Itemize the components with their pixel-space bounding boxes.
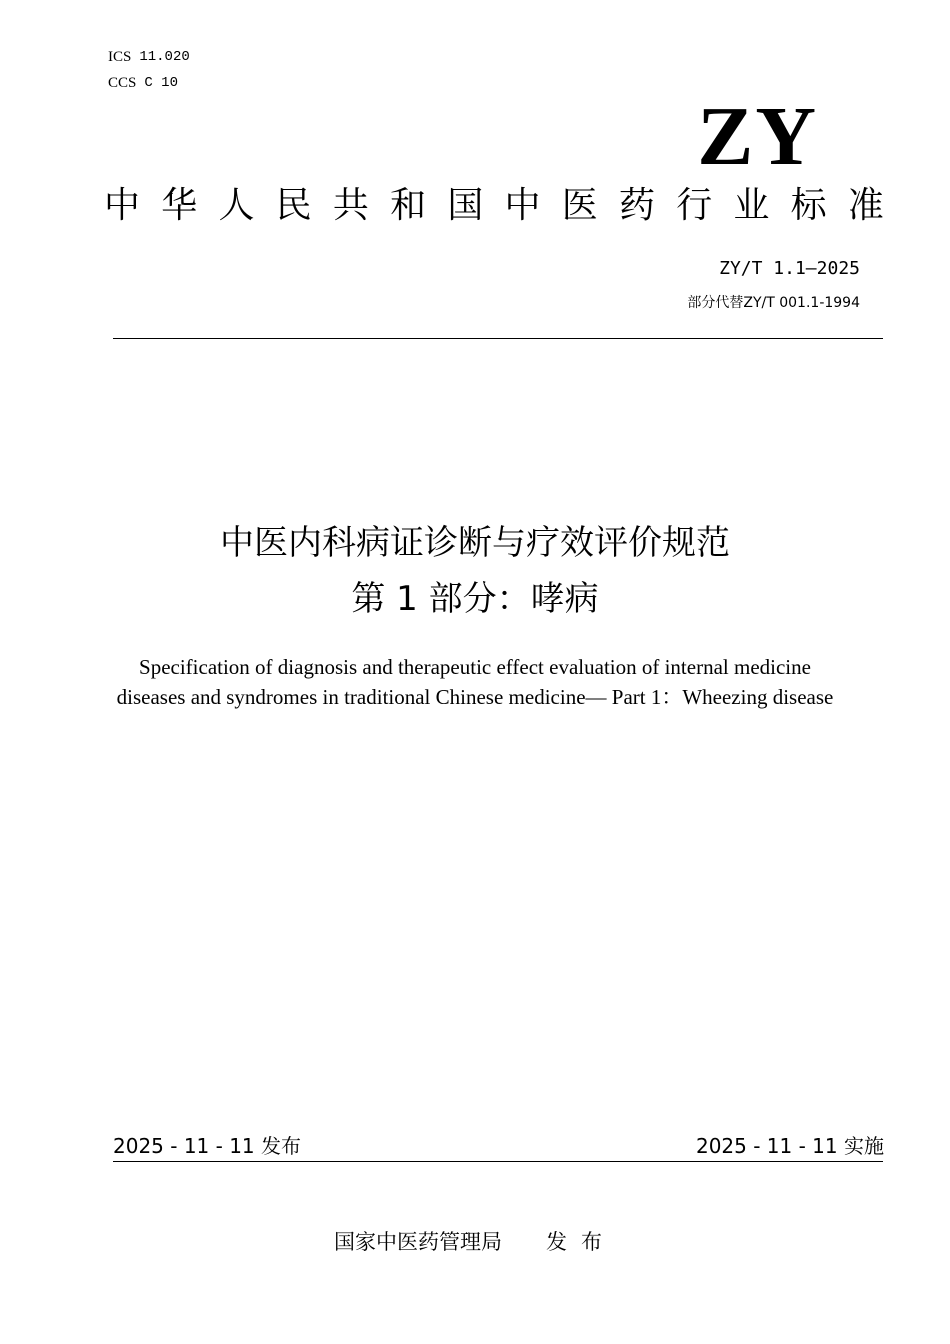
standard-category-char: 国 [447, 185, 484, 226]
ccs-label: CCS [108, 75, 137, 91]
standard-category-char: 准 [847, 185, 884, 226]
ccs-code [108, 70, 190, 96]
english-title [60, 652, 890, 712]
english-title-line-2: diseases and syndromes in traditional Chinese medicine— Part 1：Wheezing disease [116, 685, 834, 709]
ccs-value: C 10 [144, 75, 178, 91]
standard-category-char: 业 [733, 185, 770, 226]
ics-label: ICS [108, 49, 132, 65]
standard-category-char: 民 [275, 185, 312, 226]
top-divider [113, 338, 883, 339]
implement-date: 2025 - 11 - 11 实施 [695, 1134, 884, 1158]
replaces-note: 部分代替ZY/T 001.1-1994 [687, 295, 860, 311]
standard-category-char: 行 [676, 185, 713, 226]
issuer-name: 国家中医药管理局 [334, 1230, 502, 1254]
standard-category-char: 标 [790, 185, 827, 226]
ics-value: 11.020 [139, 49, 190, 65]
standard-category-char: 医 [561, 185, 598, 226]
bottom-divider [113, 1161, 883, 1162]
standard-category-char: 和 [390, 185, 427, 226]
chinese-title-line-2: 第 1 部分：哮病 [351, 579, 599, 619]
standard-category-char: 中 [104, 185, 141, 226]
classification-codes [108, 44, 190, 96]
standard-category-char: 华 [161, 185, 198, 226]
standard-category-title [104, 183, 884, 229]
issuer [0, 1226, 950, 1256]
standard-number: ZY/T 1.1—2025 [719, 258, 860, 279]
standard-category-char: 人 [218, 185, 255, 226]
standard-category-char: 中 [504, 185, 541, 226]
chinese-title-line-1: 中医内科病证诊断与疗效评价规范 [220, 523, 730, 563]
ics-code [108, 44, 190, 70]
issuer-action: 发布 [546, 1230, 616, 1254]
publish-date: 2025 - 11 - 11 发布 [113, 1134, 302, 1158]
standard-category-char: 药 [618, 185, 655, 226]
standard-logo: ZY [697, 90, 818, 183]
english-title-line-1: Specification of diagnosis and therapeutic effect evaluation of internal medicine [139, 655, 811, 679]
standard-category-char: 共 [332, 185, 369, 226]
